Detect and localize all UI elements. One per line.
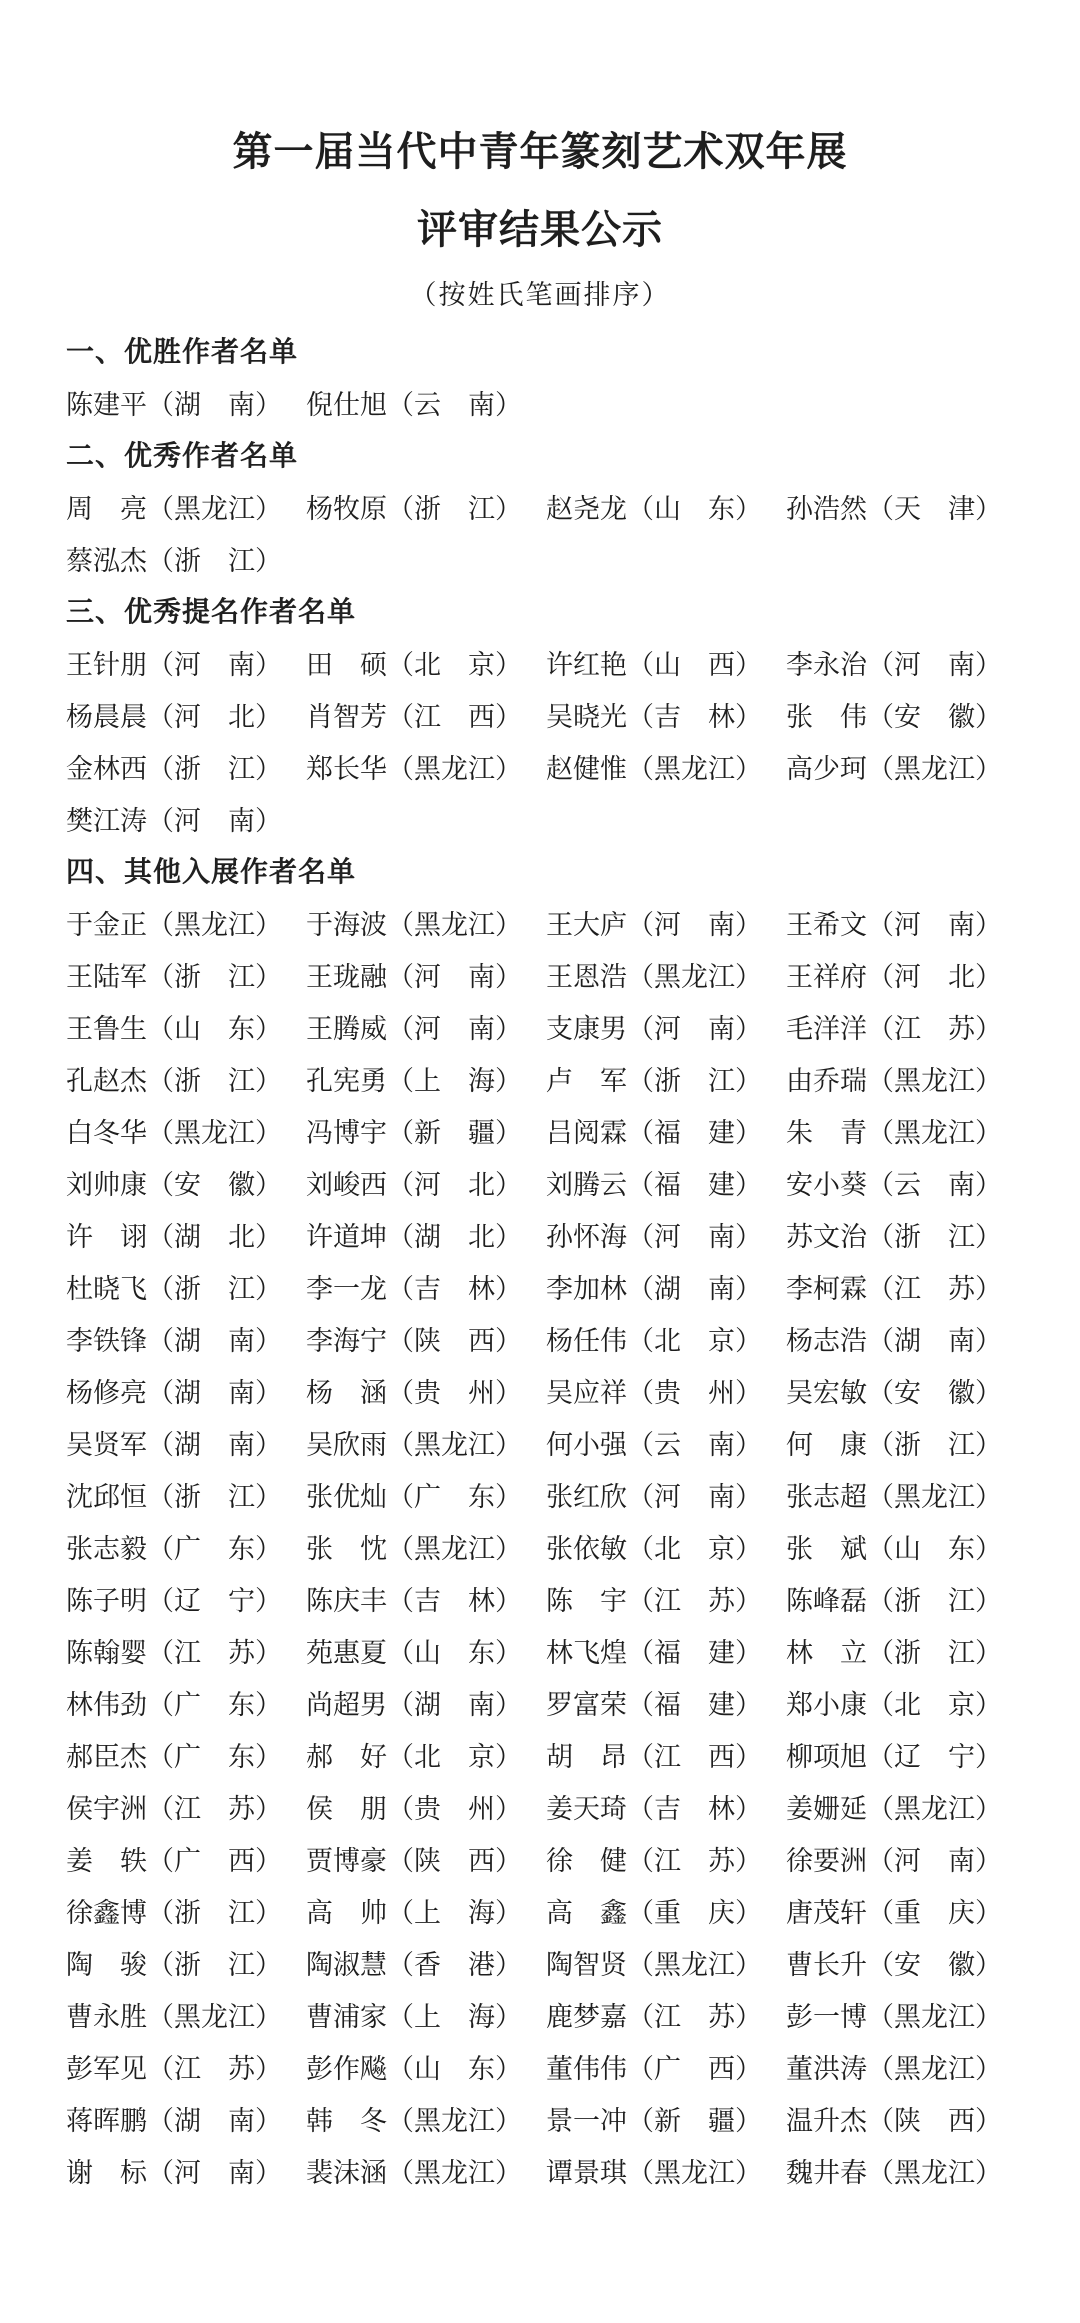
- list-item: 裴沫涵（黑龙江）: [306, 2158, 522, 2189]
- list-item: 支康男（河 南）: [546, 1014, 762, 1045]
- list-item: 李柯霖（江 苏）: [786, 1274, 1002, 1305]
- list-item: 彭作飚（山 东）: [306, 2054, 522, 2085]
- list-item: 孙怀海（河 南）: [546, 1222, 762, 1253]
- list-item: 李海宁（陕 西）: [306, 1326, 522, 1357]
- list-item: 朱 青（黑龙江）: [786, 1118, 1002, 1149]
- list-item: 徐鑫博（浙 江）: [66, 1898, 282, 1929]
- list-item: 苏文治（浙 江）: [786, 1222, 1002, 1253]
- list-item: 田 硕（北 京）: [306, 650, 522, 681]
- list-item: 王腾威（河 南）: [306, 1014, 522, 1045]
- list-item: 王恩浩（黑龙江）: [546, 962, 762, 993]
- list-item: 张志超（黑龙江）: [786, 1482, 1002, 1513]
- list-item: 吴宏敏（安 徽）: [786, 1378, 1002, 1409]
- list-item: 王珑融（河 南）: [306, 962, 522, 993]
- list-item: 王陆军（浙 江）: [66, 962, 282, 993]
- list-item: 尚超男（湖 南）: [306, 1690, 522, 1721]
- list-item: 魏井春（黑龙江）: [786, 2158, 1002, 2189]
- list-item: 曹浦家（上 海）: [306, 2002, 522, 2033]
- list-item: 安小葵（云 南）: [786, 1170, 1002, 1201]
- section-heading: 二、优秀作者名单: [66, 439, 299, 472]
- section-winners: [66, 328, 1024, 432]
- list-item: 陶淑慧（香 港）: [306, 1950, 522, 1981]
- list-item: 柳项旭（辽 宁）: [786, 1742, 1002, 1773]
- list-item: 王针朋（河 南）: [66, 650, 282, 681]
- list-item: 于海波（黑龙江）: [306, 910, 522, 941]
- list-item: 罗富荣（福 建）: [546, 1690, 762, 1721]
- entry-list: [66, 640, 1024, 848]
- list-item: 温升杰（陕 西）: [786, 2106, 1002, 2137]
- list-item: 杨任伟（北 京）: [546, 1326, 762, 1357]
- list-item: 郑小康（北 京）: [786, 1690, 1002, 1721]
- list-item: 郝 好（北 京）: [306, 1742, 522, 1773]
- list-item: 冯博宇（新 疆）: [306, 1118, 522, 1149]
- list-item: 张 斌（山 东）: [786, 1534, 1002, 1565]
- list-item: 景一冲（新 疆）: [546, 2106, 762, 2137]
- sort-note: （按姓氏笔画排序）: [409, 280, 671, 311]
- list-item: 侯 朋（贵 州）: [306, 1794, 522, 1825]
- list-item: 彭军见（江 苏）: [66, 2054, 282, 2085]
- list-item: 谭景琪（黑龙江）: [546, 2158, 762, 2189]
- section-heading: 一、优胜作者名单: [66, 335, 299, 368]
- list-item: 周 亮（黑龙江）: [66, 494, 282, 525]
- list-item: 孔赵杰（浙 江）: [66, 1066, 282, 1097]
- list-item: 白冬华（黑龙江）: [66, 1118, 282, 1149]
- section-heading: 四、其他入展作者名单: [66, 855, 357, 888]
- list-item: 陈峰磊（浙 江）: [786, 1586, 1002, 1617]
- list-item: 董伟伟（广 西）: [546, 2054, 762, 2085]
- list-item: 肖智芳（江 西）: [306, 702, 522, 733]
- list-item: 张 伟（安 徽）: [786, 702, 1002, 733]
- list-item: 沈邱恒（浙 江）: [66, 1482, 282, 1513]
- list-item: 杨晨晨（河 北）: [66, 702, 282, 733]
- list-item: 徐要洲（河 南）: [786, 1846, 1002, 1877]
- list-item: 郑长华（黑龙江）: [306, 754, 522, 785]
- section-other-exhibitors: [66, 848, 1024, 2200]
- list-item: 李铁锋（湖 南）: [66, 1326, 282, 1357]
- list-item: 何小强（云 南）: [546, 1430, 762, 1461]
- list-item: 刘峻西（河 北）: [306, 1170, 522, 1201]
- list-item: 孔宪勇（上 海）: [306, 1066, 522, 1097]
- list-item: 许红艳（山 西）: [546, 650, 762, 681]
- list-item: 李一龙（吉 林）: [306, 1274, 522, 1305]
- list-item: 赵健惟（黑龙江）: [546, 754, 762, 785]
- list-item: 陈子明（辽 宁）: [66, 1586, 282, 1617]
- list-item: 徐 健（江 苏）: [546, 1846, 762, 1877]
- page-subtitle: 评审结果公示: [417, 206, 663, 253]
- list-item: 由乔瑞（黑龙江）: [786, 1066, 1002, 1097]
- list-item: 彭一博（黑龙江）: [786, 2002, 1002, 2033]
- list-item: 鹿梦嘉（江 苏）: [546, 2002, 762, 2033]
- list-item: 林伟劲（广 东）: [66, 1690, 282, 1721]
- list-item: 唐茂轩（重 庆）: [786, 1898, 1002, 1929]
- entry-list: [66, 900, 1024, 2200]
- list-item: 于金正（黑龙江）: [66, 910, 282, 941]
- list-item: 蒋晖鹏（湖 南）: [66, 2106, 282, 2137]
- list-item: 姜 轶（广 西）: [66, 1846, 282, 1877]
- list-item: 苑惠夏（山 东）: [306, 1638, 522, 1669]
- list-item: 蔡泓杰（浙 江）: [66, 546, 282, 577]
- section-nominated: [66, 588, 1024, 848]
- list-item: 吕阅霖（福 建）: [546, 1118, 762, 1149]
- list-item: 姜天琦（吉 林）: [546, 1794, 762, 1825]
- list-item: 林飞煌（福 建）: [546, 1638, 762, 1669]
- entry-list: [66, 380, 1024, 432]
- list-item: 韩 冬（黑龙江）: [306, 2106, 522, 2137]
- list-item: 郝臣杰（广 东）: [66, 1742, 282, 1773]
- list-item: 李加林（湖 南）: [546, 1274, 762, 1305]
- list-item: 吴欣雨（黑龙江）: [306, 1430, 522, 1461]
- list-item: 张志毅（广 东）: [66, 1534, 282, 1565]
- list-item: 王大庐（河 南）: [546, 910, 762, 941]
- list-item: 赵尧龙（山 东）: [546, 494, 762, 525]
- list-item: 孙浩然（天 津）: [786, 494, 1002, 525]
- list-item: 谢 标（河 南）: [66, 2158, 282, 2189]
- list-item: 何 康（浙 江）: [786, 1430, 1002, 1461]
- list-item: 陶智贤（黑龙江）: [546, 1950, 762, 1981]
- list-item: 吴应祥（贵 州）: [546, 1378, 762, 1409]
- list-item: 吴晓光（吉 林）: [546, 702, 762, 733]
- section-excellent: [66, 432, 1024, 588]
- list-item: 高 鑫（重 庆）: [546, 1898, 762, 1929]
- list-item: 高少珂（黑龙江）: [786, 754, 1002, 785]
- list-item: 林 立（浙 江）: [786, 1638, 1002, 1669]
- list-item: 陶 骏（浙 江）: [66, 1950, 282, 1981]
- list-item: 张依敏（北 京）: [546, 1534, 762, 1565]
- list-item: 张 忱（黑龙江）: [306, 1534, 522, 1565]
- list-item: 张优灿（广 东）: [306, 1482, 522, 1513]
- list-item: 贾博豪（陕 西）: [306, 1846, 522, 1877]
- list-item: 王祥府（河 北）: [786, 962, 1002, 993]
- list-item: 刘帅康（安 徽）: [66, 1170, 282, 1201]
- entry-list: [66, 484, 1024, 588]
- list-item: 许 诩（湖 北）: [66, 1222, 282, 1253]
- list-item: 姜姗延（黑龙江）: [786, 1794, 1002, 1825]
- list-item: 刘腾云（福 建）: [546, 1170, 762, 1201]
- list-item: 毛洋洋（江 苏）: [786, 1014, 1002, 1045]
- list-item: 侯宇洲（江 苏）: [66, 1794, 282, 1825]
- list-item: 陈 宇（江 苏）: [546, 1586, 762, 1617]
- list-item: 李永治（河 南）: [786, 650, 1002, 681]
- list-item: 杨牧原（浙 江）: [306, 494, 522, 525]
- list-item: 曹永胜（黑龙江）: [66, 2002, 282, 2033]
- list-item: 曹长升（安 徽）: [786, 1950, 1002, 1981]
- list-item: 胡 昂（江 西）: [546, 1742, 762, 1773]
- list-item: 倪仕旭（云 南）: [306, 390, 522, 421]
- list-item: 卢 军（浙 江）: [546, 1066, 762, 1097]
- list-item: 高 帅（上 海）: [306, 1898, 522, 1929]
- list-item: 金林西（浙 江）: [66, 754, 282, 785]
- list-item: 樊江涛（河 南）: [66, 806, 282, 837]
- list-item: 许道坤（湖 北）: [306, 1222, 522, 1253]
- list-item: 杨 涵（贵 州）: [306, 1378, 522, 1409]
- list-item: 杜晓飞（浙 江）: [66, 1274, 282, 1305]
- list-item: 陈翰婴（江 苏）: [66, 1638, 282, 1669]
- section-heading: 三、优秀提名作者名单: [66, 595, 357, 628]
- list-item: 董洪涛（黑龙江）: [786, 2054, 1002, 2085]
- list-item: 陈庆丰（吉 林）: [306, 1586, 522, 1617]
- list-item: 王希文（河 南）: [786, 910, 1002, 941]
- list-item: 张红欣（河 南）: [546, 1482, 762, 1513]
- page-title: 第一届当代中青年篆刻艺术双年展: [232, 128, 848, 175]
- list-item: 陈建平（湖 南）: [66, 390, 282, 421]
- list-item: 杨修亮（湖 南）: [66, 1378, 282, 1409]
- list-item: 吴贤军（湖 南）: [66, 1430, 282, 1461]
- list-item: 杨志浩（湖 南）: [786, 1326, 1002, 1357]
- list-item: 王鲁生（山 东）: [66, 1014, 282, 1045]
